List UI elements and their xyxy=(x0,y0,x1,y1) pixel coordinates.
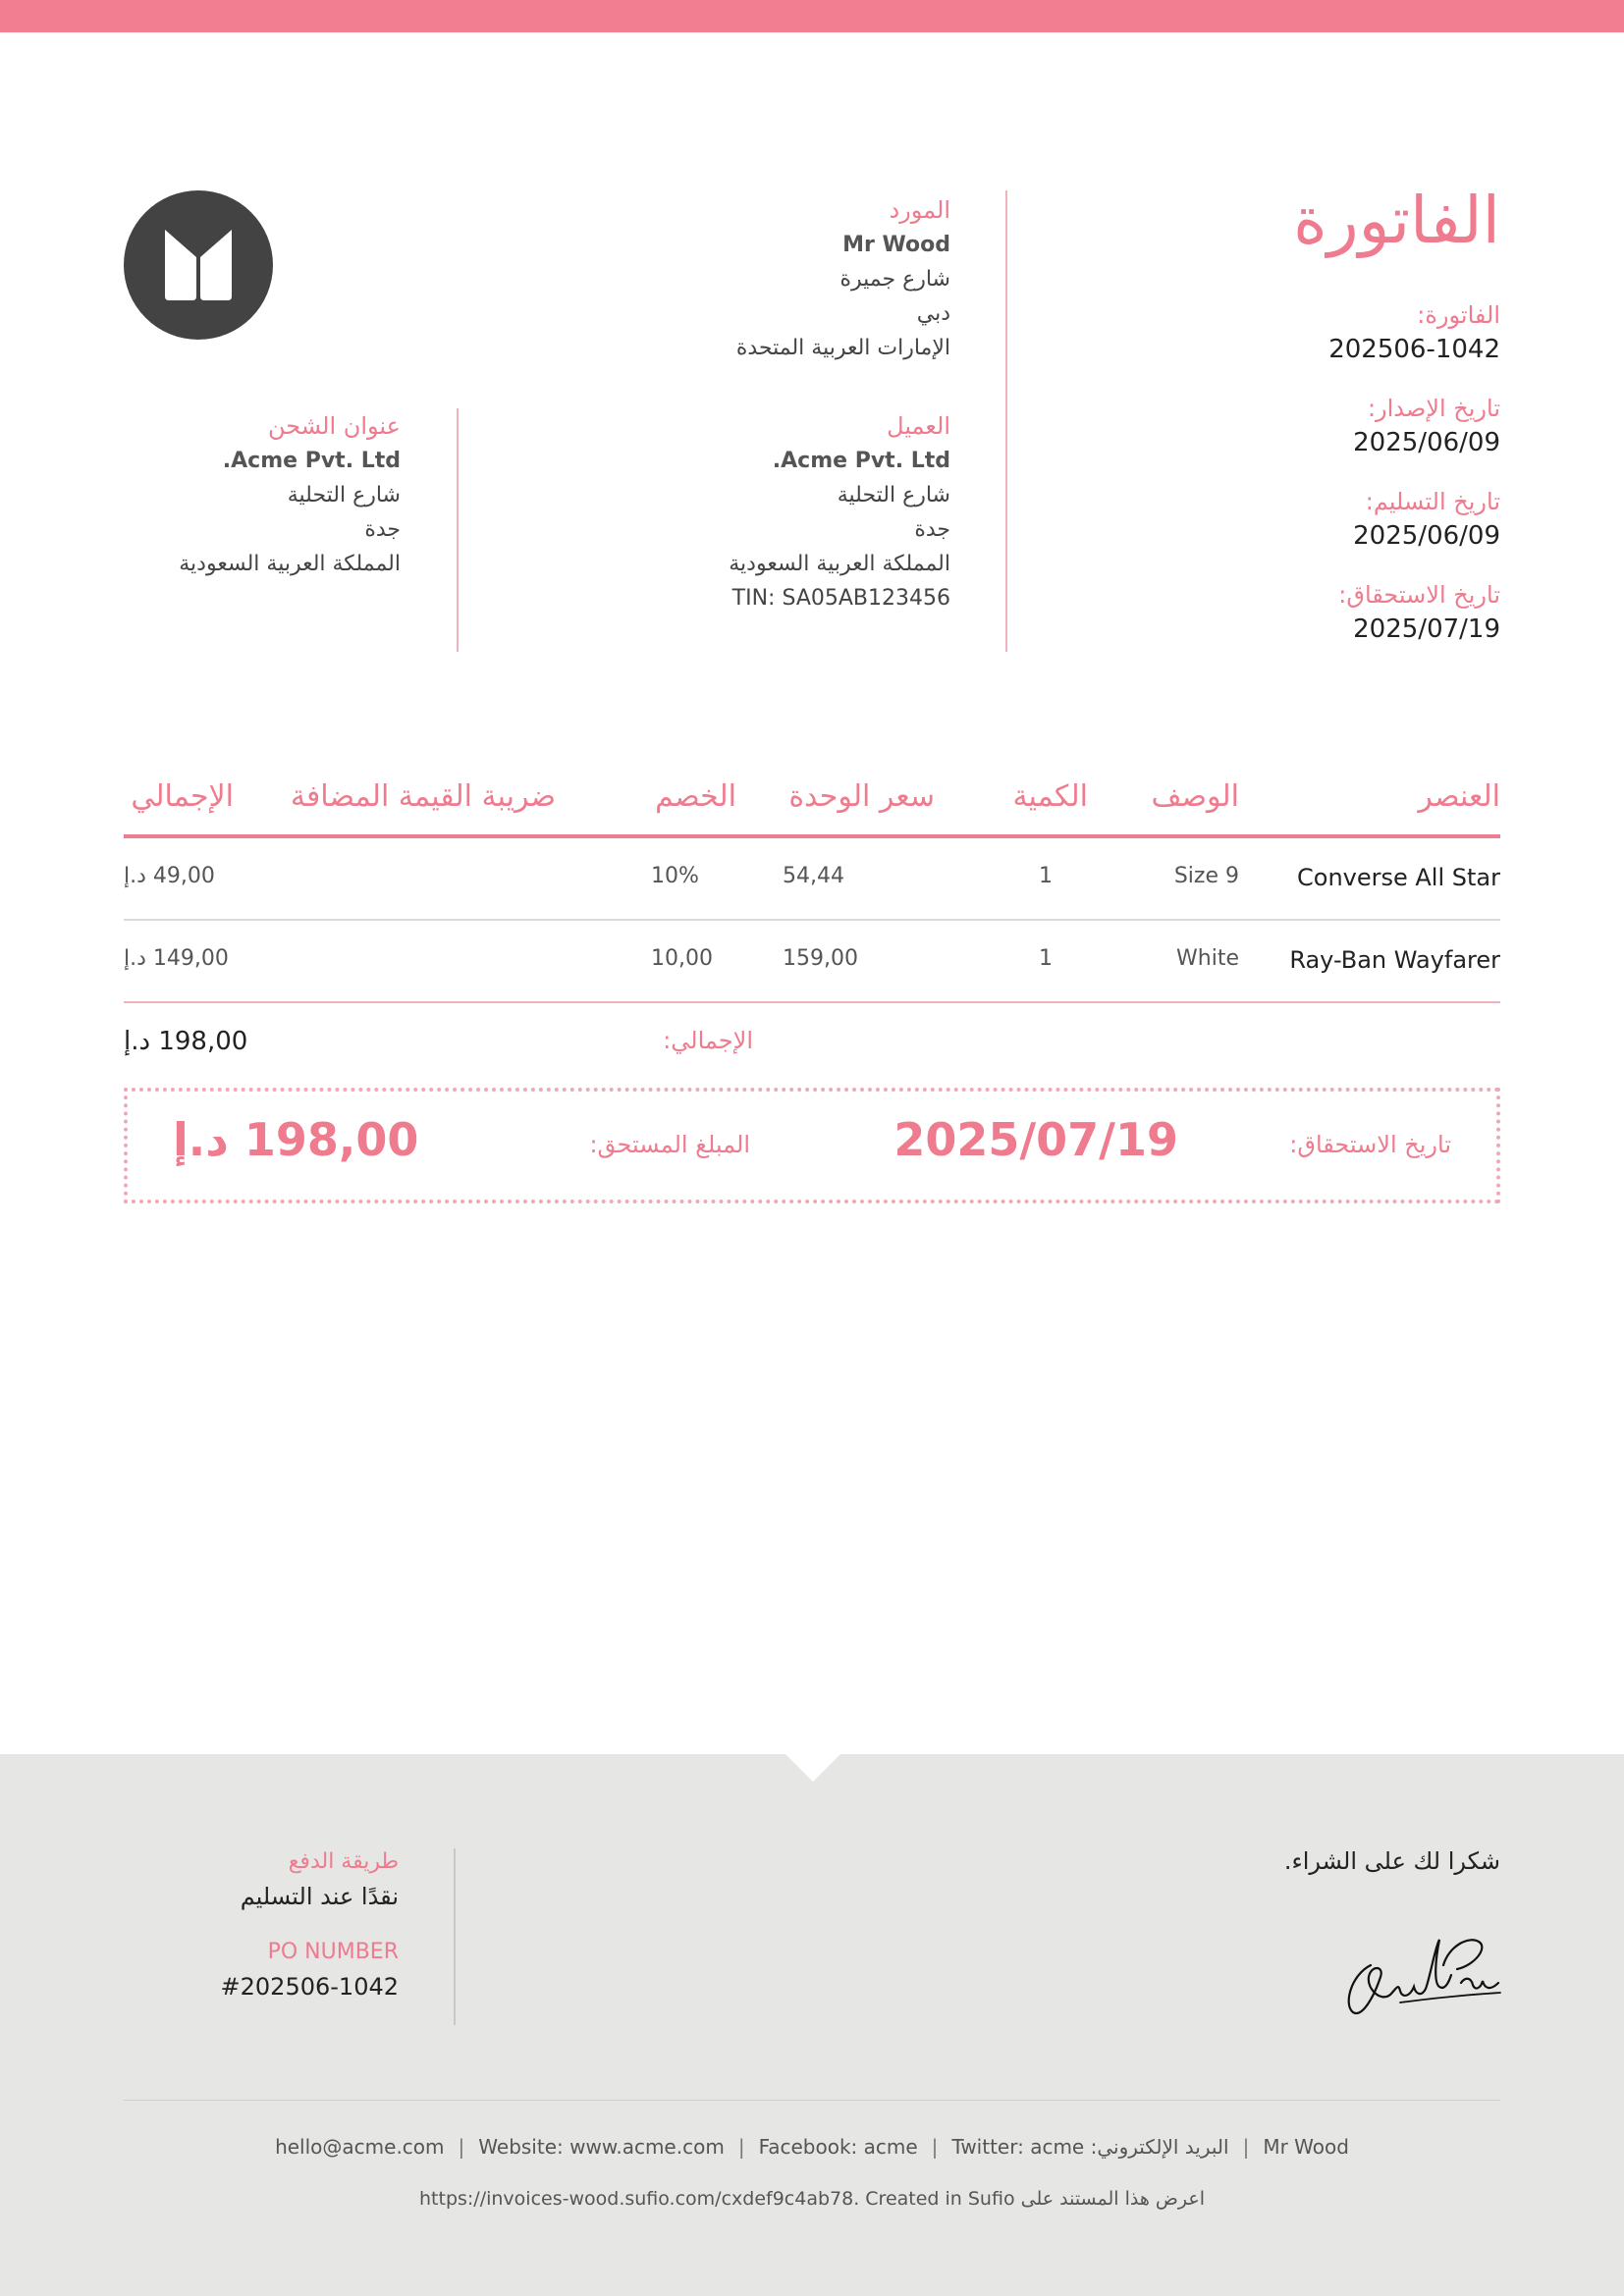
meta-due-date: تاريخ الاستحقاق: 2025/07/19 xyxy=(1338,581,1500,644)
po-number-value: #202506-1042 xyxy=(220,1973,399,2001)
supplier-name: Mr Wood xyxy=(842,233,950,257)
amount-due-label: المبلغ المستحق: xyxy=(589,1131,750,1158)
meta-invoice-number: الفاتورة: 202506-1042 xyxy=(1328,301,1500,364)
col-header-unit-price: سعر الوحدة xyxy=(788,779,935,814)
col-header-vat: ضريبة القيمة المضافة xyxy=(290,779,556,814)
twitter-link[interactable]: Twitter: acme xyxy=(951,2135,1085,2159)
signature-icon xyxy=(1341,1926,1502,2028)
shipping-block xyxy=(106,408,401,581)
customer-line: المملكة العربية السعودية xyxy=(729,552,950,576)
col-header-total: الإجمالي xyxy=(131,779,234,814)
amount-due-box xyxy=(124,1088,1500,1203)
company-name: Mr Wood xyxy=(1263,2135,1349,2159)
total-label: الإجمالي: xyxy=(663,1027,753,1054)
cell-discount: 10% xyxy=(651,864,699,888)
cell-total: 49,00 د.إ xyxy=(124,864,215,888)
payment-block xyxy=(104,1847,399,2006)
mr-wood-logo-icon xyxy=(124,190,273,340)
customer-line: جدة xyxy=(914,517,950,542)
shipping-line: شارع التحلية xyxy=(287,483,401,507)
payment-method-label: طريقة الدفع xyxy=(288,1849,399,1874)
facebook-link[interactable]: Facebook: acme xyxy=(758,2135,918,2159)
shipping-heading: عنوان الشحن xyxy=(267,412,401,440)
customer-block xyxy=(597,408,950,615)
top-accent-bar xyxy=(0,0,1624,32)
col-header-item: العنصر xyxy=(1418,779,1500,814)
cell-quantity: 1 xyxy=(1039,864,1053,888)
cell-unit-price: 159,00 xyxy=(783,946,858,971)
table-header xyxy=(124,766,1500,838)
shipping-line: جدة xyxy=(364,517,401,542)
divider-vertical-shipping xyxy=(457,408,459,652)
supplier-line: دبي xyxy=(916,301,950,326)
view-document-link[interactable]: اعرض هذا المستند على https://invoices-wood.sufio.com/cxdef9c4ab78. Created in Sufio xyxy=(419,2188,1205,2210)
customer-line: شارع التحلية xyxy=(837,483,950,507)
invoice-title: الفاتورة xyxy=(1293,183,1500,258)
cell-quantity: 1 xyxy=(1039,946,1053,971)
po-number-label: PO NUMBER xyxy=(267,1940,399,1964)
due-date-value: 2025/07/19 xyxy=(893,1113,1178,1166)
table-row xyxy=(124,838,1500,921)
amount-due-value: 198,00 د.إ xyxy=(173,1113,419,1166)
cell-total: 149,00 د.إ xyxy=(124,946,229,971)
meta-delivery-date: تاريخ التسليم: 2025/06/09 xyxy=(1353,488,1500,551)
items-table xyxy=(124,766,1500,1003)
cell-discount: 10,00 xyxy=(651,946,713,971)
table-row xyxy=(124,921,1500,1003)
customer-heading: العميل xyxy=(887,412,950,440)
thank-you-message: شكرا لك على الشراء. xyxy=(1283,1847,1500,1875)
invoice-meta xyxy=(1147,299,1500,672)
footer-divider xyxy=(454,1848,456,2025)
footer-notch xyxy=(785,1754,840,1782)
supplier-block xyxy=(597,192,950,365)
col-header-quantity: الكمية xyxy=(1012,779,1088,814)
footer xyxy=(0,1754,1624,2296)
meta-issue-date: تاريخ الإصدار: 2025/06/09 xyxy=(1353,395,1500,457)
supplier-heading: المورد xyxy=(889,196,950,224)
email-link[interactable]: البريد الإلكتروني: hello@acme.com xyxy=(275,2135,1229,2159)
due-date-label: تاريخ الاستحقاق: xyxy=(1289,1131,1451,1158)
cell-description: Size 9 xyxy=(1173,864,1239,888)
footer-separator xyxy=(124,2100,1500,2101)
cell-description: White xyxy=(1176,946,1239,971)
cell-item: Converse All Star xyxy=(1297,864,1500,891)
cell-unit-price: 54,44 xyxy=(783,864,844,888)
customer-tin: TIN: SA05AB123456 xyxy=(731,586,950,611)
payment-method-value: نقدًا عند التسليم xyxy=(240,1883,399,1910)
supplier-line: الإمارات العربية المتحدة xyxy=(735,336,950,360)
cell-item: Ray-Ban Wayfarer xyxy=(1289,946,1500,974)
shipping-line: المملكة العربية السعودية xyxy=(179,552,401,576)
supplier-line: شارع جميرة xyxy=(839,267,950,292)
website-link[interactable]: Website: www.acme.com xyxy=(478,2135,725,2159)
col-header-discount: الخصم xyxy=(655,779,736,814)
col-header-description: الوصف xyxy=(1151,779,1239,814)
customer-name: Acme Pvt. Ltd. xyxy=(772,449,950,473)
divider-vertical-meta xyxy=(1005,190,1007,652)
shipping-name: Acme Pvt. Ltd. xyxy=(222,449,401,473)
total-value: 198,00 د.إ xyxy=(124,1027,248,1056)
contact-line: Mr Wood|البريد الإلكتروني: hello@acme.com| Website: www.acme.com | Facebook: acme | Twitter: acme xyxy=(275,2135,1349,2159)
